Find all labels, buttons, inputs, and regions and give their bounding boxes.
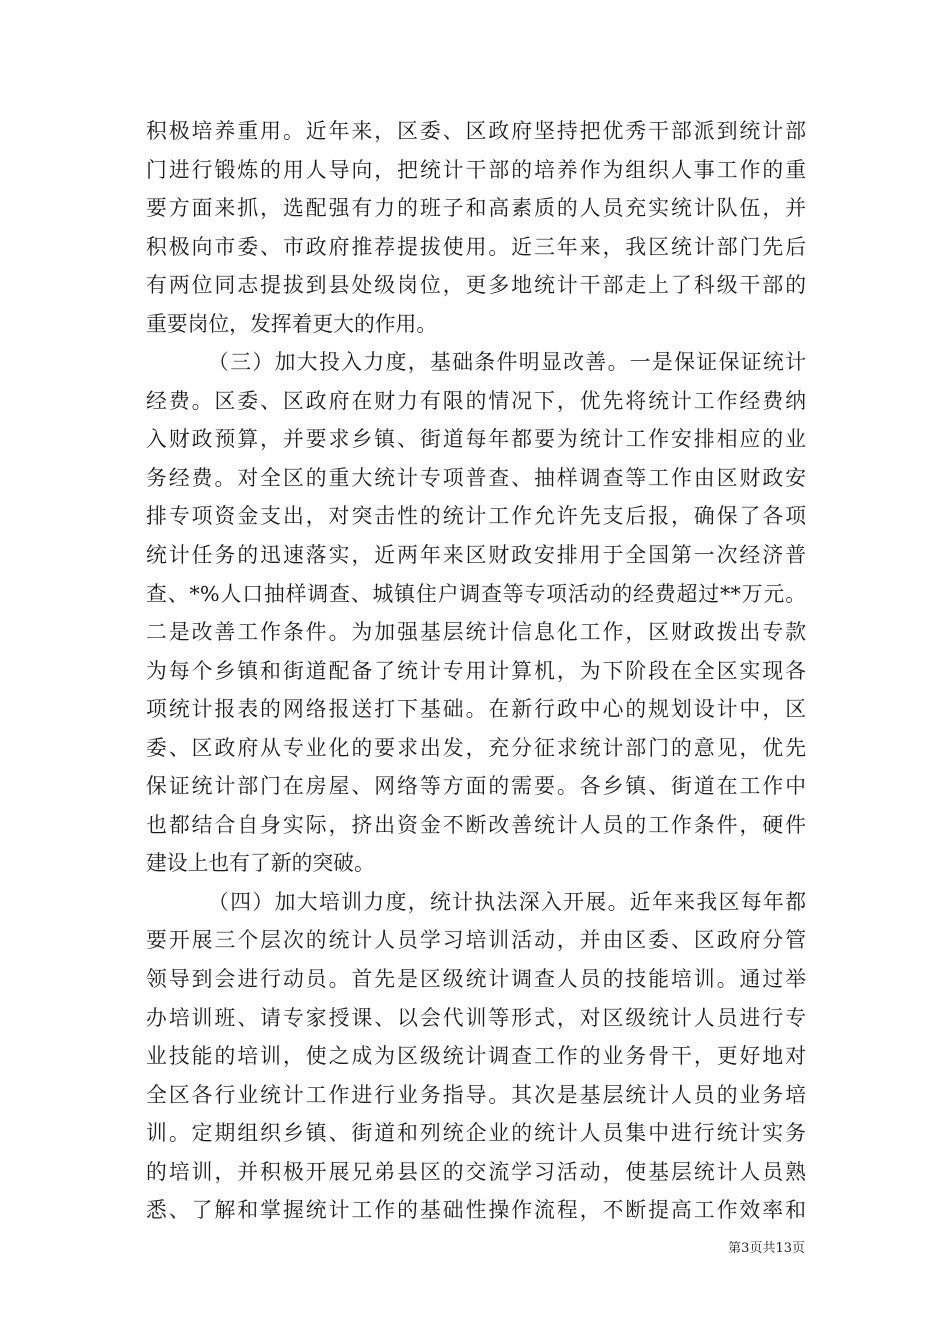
text-line: 积极向市委、市政府推荐提拔使用。近三年来，我区统计部门先后 — [146, 234, 806, 259]
text-line: 办培训班、请专家授课、以会代训等形式，对区级统计人员进行专 — [146, 1005, 806, 1030]
text-line: 训。定期组织乡镇、街道和列统企业的统计人员集中进行统计实务 — [146, 1121, 806, 1146]
paragraph-1 — [146, 112, 806, 343]
text-line: 保证统计部门在房屋、网络等方面的需要。各乡镇、街道在工作中 — [146, 774, 806, 799]
text-line: 二是改善工作条件。为加强基层统计信息化工作，区财政拨出专款 — [146, 620, 806, 645]
text-line: 委、区政府从专业化的要求出发，充分征求统计部门的意见，优先 — [146, 735, 806, 760]
text-line: 要开展三个层次的统计人员学习培训活动，并由区委、区政府分管 — [146, 928, 806, 953]
text-line: 重要岗位，发挥着更大的作用。 — [146, 311, 438, 336]
text-line: 建设上也有了新的突破。 — [146, 851, 375, 876]
paragraph-2 — [146, 343, 806, 883]
page-number-footer: 第3页共13页 — [728, 1241, 805, 1256]
text-line: 积极培养重用。近年来，区委、区政府坚持把优秀干部派到统计部 — [146, 119, 806, 143]
paragraph-3 — [146, 883, 806, 1230]
text-line: 查、*%人口抽样调查、城镇住户调查等专项活动的经费超过**万元。 — [146, 581, 806, 606]
text-line: 统计任务的迅速落实，近两年来区财政安排用于全国第一次经济普 — [146, 543, 806, 568]
text-line: 业技能的培训，使之成为区级统计调查工作的业务骨干，更好地对 — [146, 1044, 806, 1069]
text-line: 项统计报表的网络报送打下基础。在新行政中心的规划设计中，区 — [146, 697, 806, 722]
section-heading-line: （四）加大培训力度，统计执法深入开展。近年来我区每年都 — [208, 889, 806, 914]
text-line: 经费。区委、区政府在财力有限的情况下，优先将统计工作经费纳 — [146, 388, 806, 413]
text-line: 领导到会进行动员。首先是区级统计调查人员的技能培训。通过举 — [146, 967, 806, 992]
text-line: 全区各行业统计工作进行业务指导。其次是基层统计人员的业务培 — [146, 1082, 806, 1107]
text-line: 的培训，并积极开展兄弟县区的交流学习活动，使基层统计人员熟 — [146, 1159, 806, 1184]
body-text — [146, 112, 806, 1230]
text-line: 务经费。对全区的重大统计专项普查、抽样调查等工作由区财政安 — [146, 465, 806, 490]
text-line: 排专项资金支出，对突击性的统计工作允许先支后报，确保了各项 — [146, 504, 806, 529]
text-line: 悉、了解和掌握统计工作的基础性操作流程，不断提高工作效率和 — [146, 1198, 806, 1223]
text-line: 要方面来抓，选配强有力的班子和高素质的人员充实统计队伍，并 — [146, 196, 806, 221]
text-line: 入财政预算，并要求乡镇、街道每年都要为统计工作安排相应的业 — [146, 427, 806, 452]
text-line: 门进行锻炼的用人导向，把统计干部的培养作为组织人事工作的重 — [146, 157, 806, 182]
section-heading-line: （三）加大投入力度，基础条件明显改善。一是保证保证统计 — [208, 350, 806, 375]
text-line: 也都结合自身实际，挤出资金不断改善统计人员的工作条件，硬件 — [146, 812, 806, 837]
text-line: 为每个乡镇和街道配备了统计专用计算机，为下阶段在全区实现各 — [146, 658, 806, 683]
text-line: 有两位同志提拔到县处级岗位，更多地统计干部走上了科级干部的 — [146, 273, 806, 298]
